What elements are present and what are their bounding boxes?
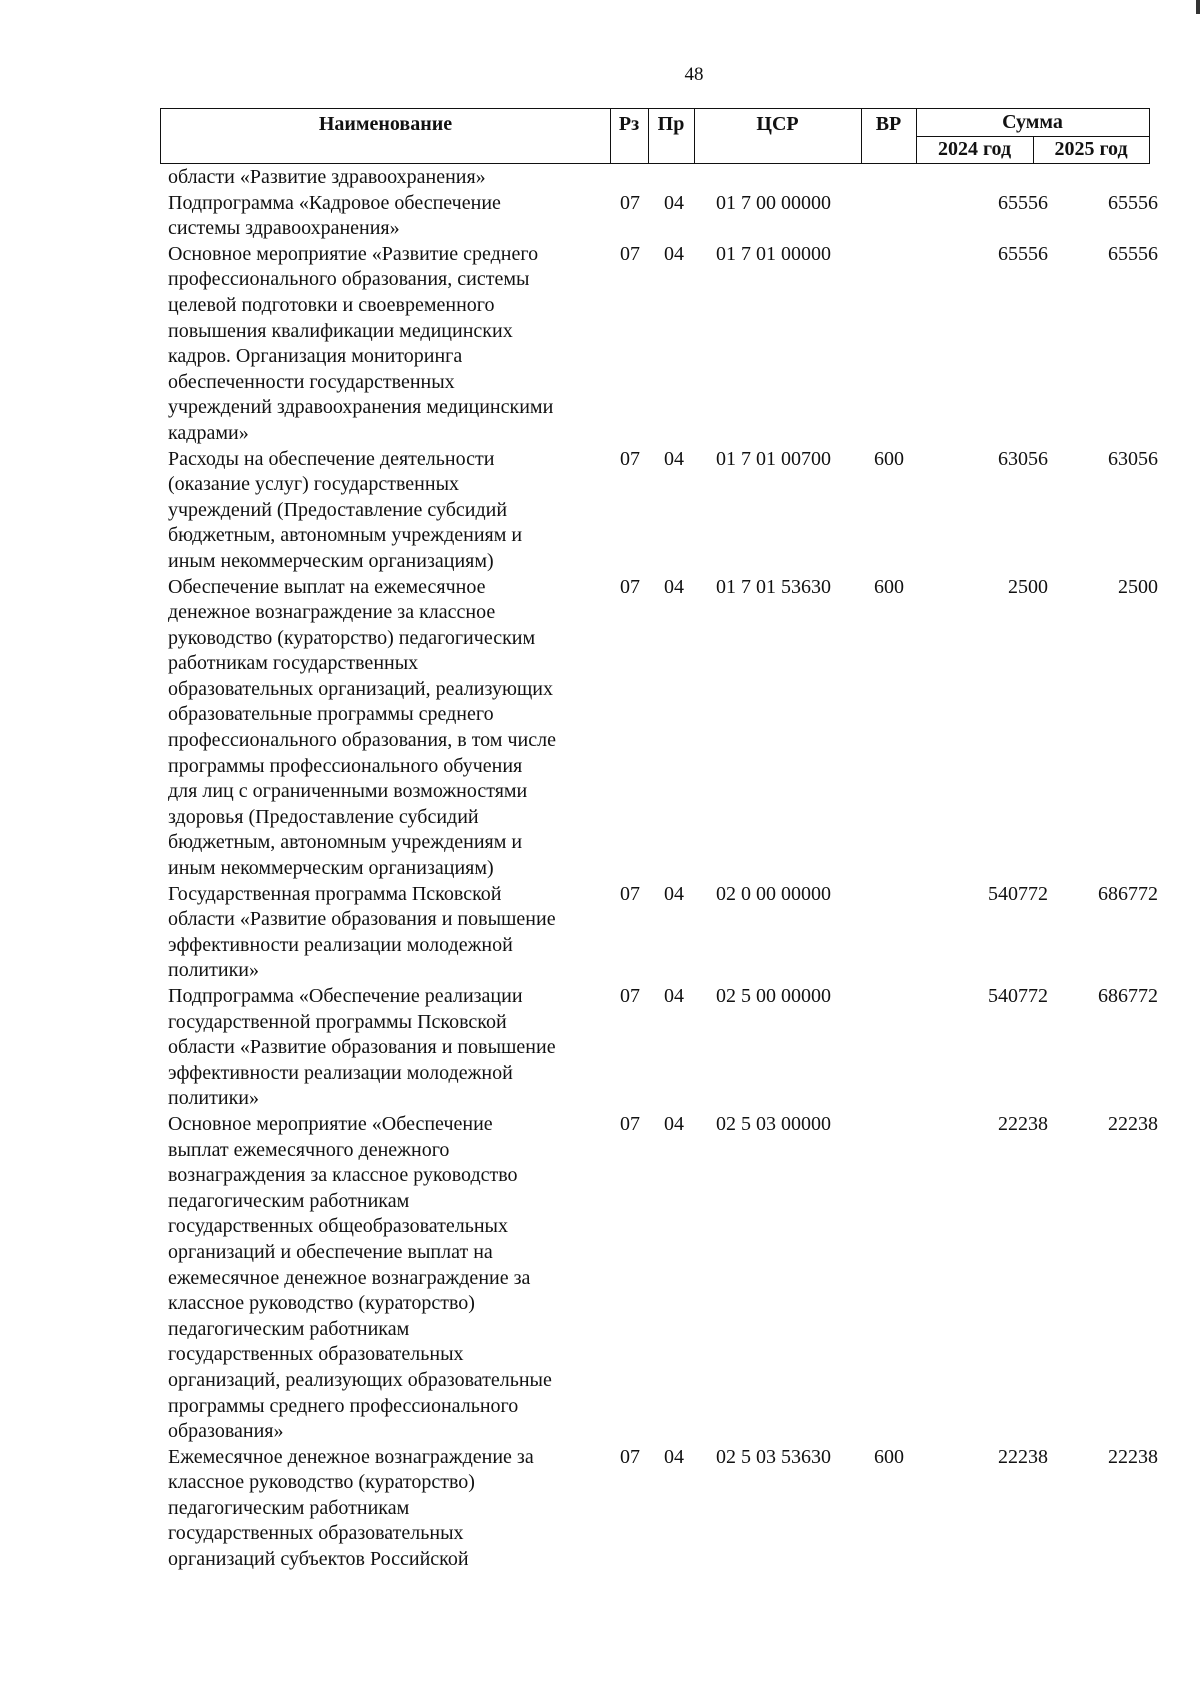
row-rz: 07 bbox=[620, 882, 640, 905]
row-csr: 01 7 01 00000 bbox=[716, 242, 831, 265]
row-pr: 04 bbox=[664, 1112, 684, 1135]
table-row bbox=[168, 447, 1158, 575]
row-sum-2025: 686772 bbox=[1098, 985, 1158, 1007]
row-sum-2025: 686772 bbox=[1098, 882, 1158, 905]
header-csr-label: ЦСР bbox=[756, 113, 799, 135]
header-pr bbox=[648, 109, 695, 163]
header-name bbox=[161, 109, 611, 163]
row-pr: 04 bbox=[664, 191, 684, 214]
header-year-2024: 2024 год bbox=[916, 136, 1034, 163]
row-rz: 07 bbox=[620, 191, 640, 214]
header-sum bbox=[916, 109, 1149, 163]
row-rz: 07 bbox=[620, 447, 640, 470]
row-rz: 07 bbox=[620, 1445, 640, 1468]
row-csr: 01 7 00 00000 bbox=[716, 191, 831, 214]
header-vr-label: ВР bbox=[875, 113, 902, 135]
row-name: Расходы на обеспечение деятельности (оказание услуг) государственных учреждений (Предоставление субсидий бюджетным, автономным учреждениям и иным некоммерческим организациям) bbox=[168, 447, 523, 572]
row-rz: 07 bbox=[620, 1112, 640, 1135]
row-pr: 04 bbox=[664, 1445, 684, 1468]
row-csr: 01 7 01 53630 bbox=[716, 575, 831, 598]
row-sum-2025: 22238 bbox=[1108, 1112, 1158, 1135]
row-rz: 07 bbox=[620, 575, 640, 598]
header-vr bbox=[861, 109, 917, 163]
row-vr: 600 bbox=[874, 575, 904, 598]
table-body bbox=[168, 165, 1158, 1573]
row-vr: 600 bbox=[874, 1445, 904, 1468]
row-sum-2025: 63056 bbox=[1108, 447, 1158, 470]
row-sum-2025: 65556 bbox=[1108, 242, 1158, 265]
header-pr-label: Пр bbox=[657, 113, 685, 135]
header-year-2025: 2025 год bbox=[1054, 138, 1128, 160]
row-name: Государственная программа Псковской области «Развитие образования и повышение эффективности реализации молодежной политики» bbox=[168, 882, 556, 982]
header-rz-label: Рз bbox=[618, 113, 640, 135]
row-csr: 01 7 01 00700 bbox=[716, 447, 831, 470]
row-rz: 07 bbox=[620, 985, 640, 1007]
row-name: Основное мероприятие «Развитие среднего профессионального образования, системы целевой подготовки и своевременного повышения квалификации медицинских кадров. Организация мониторинга обеспеченности государственных учреждений здравоохранения медицинскими кадрами» bbox=[168, 242, 554, 444]
row-sum-2024: 65556 bbox=[998, 191, 1048, 214]
table-row bbox=[168, 1445, 1158, 1573]
table-row bbox=[168, 242, 1158, 447]
table-header bbox=[160, 108, 1150, 164]
row-rz: 07 bbox=[620, 242, 640, 265]
row-pr: 04 bbox=[664, 447, 684, 470]
row-csr: 02 5 03 00000 bbox=[716, 1112, 831, 1135]
table-row bbox=[168, 165, 1148, 191]
row-pr: 04 bbox=[664, 985, 684, 1007]
row-pr: 04 bbox=[664, 242, 684, 265]
row-name: Основное мероприятие «Обеспечение выплат ежемесячного денежного вознаграждения за классное руководство педагогическим работникам государственных общеобразовательных организаций и обеспечение выплат на ежемесячное денежное вознаграждение за классное руководство (кураторство) педагогическим работникам государственных образовательных организаций, реализующих образовательные программы среднего профессионального образования» bbox=[168, 1112, 552, 1443]
header-rz bbox=[610, 109, 649, 163]
table-row bbox=[168, 1112, 1158, 1445]
row-sum-2024: 22238 bbox=[998, 1445, 1048, 1468]
row-csr: 02 5 00 00000 bbox=[716, 985, 831, 1007]
row-vr: 600 bbox=[874, 447, 904, 470]
row-pr: 04 bbox=[664, 882, 684, 905]
row-sum-2024: 65556 bbox=[998, 242, 1048, 265]
row-sum-2024: 540772 bbox=[988, 882, 1048, 905]
row-pr: 04 bbox=[664, 575, 684, 598]
row-name: области «Развитие здравоохранения» bbox=[168, 166, 486, 188]
table-row bbox=[168, 191, 1158, 242]
row-sum-2024: 540772 bbox=[988, 985, 1048, 1007]
row-sum-2025: 22238 bbox=[1108, 1445, 1158, 1468]
row-name: Подпрограмма «Обеспечение реализации государственной программы Псковской области «Развитие образования и повышение эффективности реализации молодежной политики» bbox=[168, 985, 556, 1110]
row-sum-2024: 22238 bbox=[998, 1112, 1048, 1135]
page-number: 48 bbox=[684, 64, 704, 85]
row-name: Подпрограмма «Кадровое обеспечение системы здравоохранения» bbox=[168, 191, 501, 240]
table-row bbox=[168, 984, 1158, 1112]
row-csr: 02 0 00 00000 bbox=[716, 882, 831, 905]
row-sum-2025: 65556 bbox=[1108, 191, 1158, 214]
header-csr bbox=[694, 109, 862, 163]
row-csr: 02 5 03 53630 bbox=[716, 1445, 831, 1468]
row-name: Ежемесячное денежное вознаграждение за классное руководство (кураторство) педагогическим работникам государственных образовательных организаций субъектов Российской bbox=[168, 1445, 534, 1571]
header-sum-title: Сумма bbox=[916, 109, 1149, 137]
table-row bbox=[168, 882, 1158, 984]
scan-edge-mark bbox=[1196, 0, 1200, 14]
row-sum-2024: 63056 bbox=[998, 447, 1048, 470]
table-row bbox=[168, 575, 1158, 882]
header-name-label: Наименование bbox=[318, 113, 453, 135]
row-name: Обеспечение выплат на ежемесячное денежное вознаграждение за классное руководство (кураторство) педагогическим работникам государственных образовательных организаций, реализующих образовательные программы среднего профессионального образования, в том числе программы профессионального обучения для лиц с ограниченными возможностями здоровья (Предоставление субсидий бюджетным, автономным учреждениям и иным некоммерческим организациям) bbox=[168, 575, 556, 880]
row-sum-2025: 2500 bbox=[1118, 575, 1158, 598]
row-sum-2024: 2500 bbox=[1008, 575, 1048, 598]
